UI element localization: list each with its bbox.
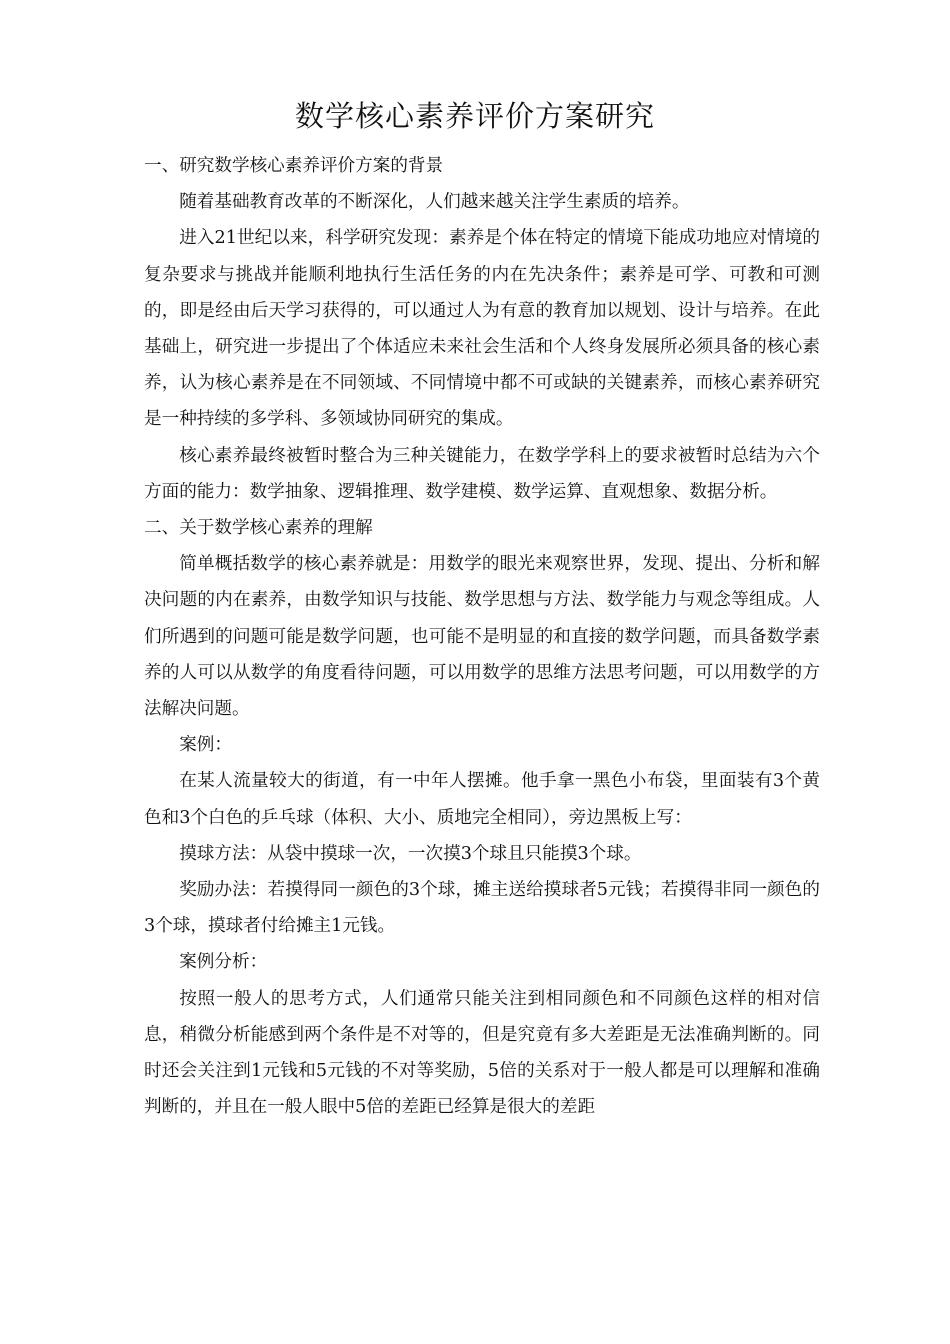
section-heading: 二、关于数学核心素养的理解	[144, 518, 373, 539]
section-heading: 一、研究数学核心素养评价方案的背景	[144, 156, 444, 176]
paragraph: 核心素养最终被暂时整合为三种关键能力，在数学学科上的要求被暂时总结为六个方面的能力：数学抽象、逻辑推理、数学建模、数学运算、直观想象、数据分析。	[144, 445, 820, 502]
paragraph: 随着基础教育改革的不断深化，人们越来越关注学生素质的培养。	[179, 192, 690, 213]
paragraph: 进入21世纪以来，科学研究发现：素养是个体在特定的情境下能成功地应对情境的复杂要求与挑战并能顺利地执行生活任务的内在先决条件；素养是可学、可教和可测的，即是经由后天学习获得的，可以通过人为有意的教育加以规划、设计与培养。在此基础上，研究进一步提出了个体适应未来社会生活和个人终身发展所必须具备的核心素养，认为核心素养是在不同领域、不同情境中都不可或缺的关键素养，而核心素养研究是一种持续的多学科、多领域协同研究的集成。	[144, 228, 820, 430]
page-bottom-margin	[0, 1160, 950, 1344]
document-body	[144, 148, 820, 1125]
paragraph: 案例：	[179, 735, 232, 756]
paragraph: 简单概括数学的核心素养就是：用数学的眼光来观察世界，发现、提出、分析和解决问题的内在素养，由数学知识与技能、数学思想与方法、数学能力与观念等组成。人们所遇到的问题可能是数学问题，也可能不是明显的和直接的数学问题，而具备数学素养的人可以从数学的角度看待问题，可以用数学的思维方法思考问题，可以用数学的方法解决问题。	[144, 554, 820, 720]
paragraph: 在某人流量较大的街道，有一中年人摆摊。他手拿一黑色小布袋，里面装有3个黄色和3个白色的乒乓球（体积、大小、质地完全相同），旁边黑板上写：	[144, 771, 820, 828]
paragraph: 按照一般人的思考方式，人们通常只能关注到相同颜色和不同颜色这样的相对信息，稍微分析能感到两个条件是不对等的，但是究竟有多大差距是无法准确判断的。同时还会关注到1元钱和5元钱的不对等奖励，5倍的关系对于一般人都是可以理解和准确判断的，并且在一般人眼中5倍的差距已经算是很大的差距	[144, 988, 820, 1118]
document-title: 数学核心素养评价方案研究	[294, 99, 655, 133]
paragraph: 摸球方法：从袋中摸球一次，一次摸3个球且只能摸3个球。	[179, 843, 642, 864]
paragraph: 奖励办法：若摸得同一颜色的3个球，摊主送给摸球者5元钱；若摸得非同一颜色的3个球，摸球者付给摊主1元钱。	[144, 880, 820, 937]
paragraph: 案例分析：	[179, 952, 268, 973]
